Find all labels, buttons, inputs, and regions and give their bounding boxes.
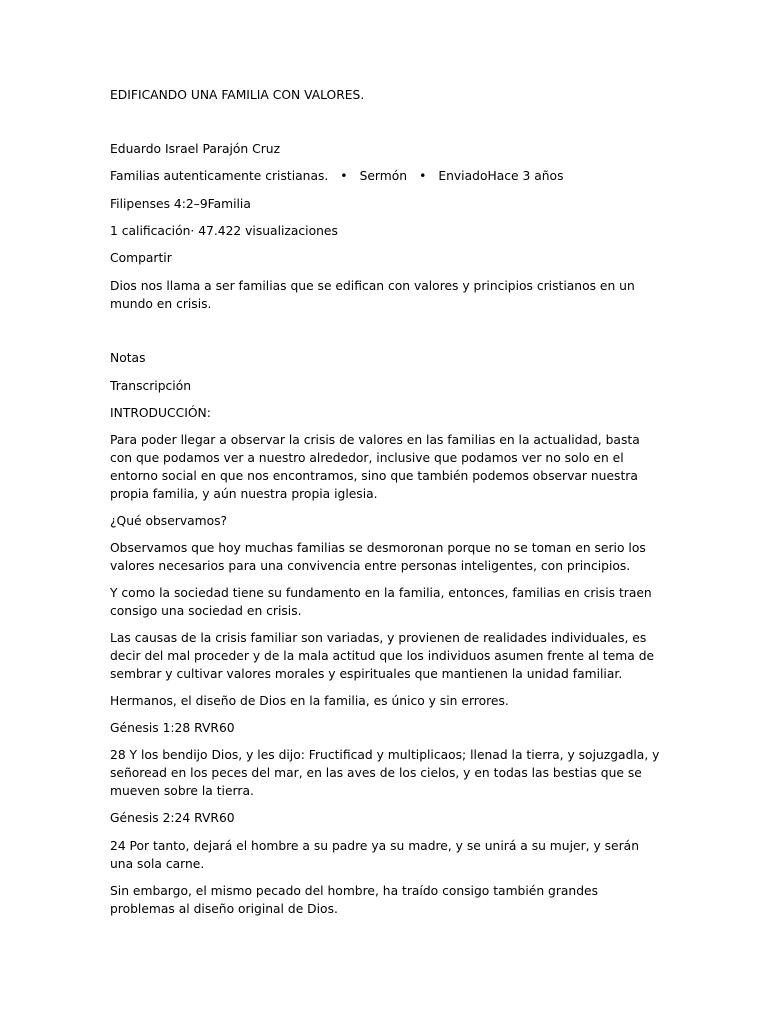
rating-stats: 1 calificación· 47.422 visualizaciones <box>110 224 338 238</box>
tab-notes[interactable]: Notas <box>110 351 146 365</box>
category-label: Familias autenticamente cristianas. <box>110 169 329 183</box>
paragraph: Y como la sociedad tiene su fundamento en la familia, entonces, familias en crisis traen consigo una sociedad en crisis. <box>110 586 652 618</box>
scripture-reference: Filipenses 4:2–9Familia <box>110 197 251 211</box>
author-name: Eduardo Israel Parajón Cruz <box>110 142 281 156</box>
bible-reference: Génesis 1:28 RVR60 <box>110 721 235 735</box>
type-label: Sermón <box>359 169 408 183</box>
bullet-icon: • <box>419 169 427 183</box>
paragraph: Sin embargo, el mismo pecado del hombre, ha traído consigo también grandes problemas al diseño original de Dios. <box>110 884 599 916</box>
paragraph: Observamos que hoy muchas familias se desmoronan porque no se toman en serio los valores necesarios para una convivencia entre personas inteligentes, con principios. <box>110 541 646 573</box>
intro-heading: INTRODUCCIÓN: <box>110 406 211 420</box>
question-heading: ¿Qué observamos? <box>110 514 228 528</box>
bible-reference: Génesis 2:24 RVR60 <box>110 811 235 825</box>
document-title: EDIFICANDO UNA FAMILIA CON VALORES. <box>110 88 365 102</box>
bullet-icon: • <box>340 169 348 183</box>
paragraph: Para poder llegar a observar la crisis de valores en las familias en la actualidad, basta con que podamos ver a nuestro alrededor, inclusive que podamos ver no solo en el entorno social en que nos encontramos, sino que también podemos observar nuestra propia familia, y aún nuestra propia iglesia. <box>110 433 640 501</box>
paragraph: Las causas de la crisis familiar son variadas, y provienen de realidades individuales, es decir del mal proceder y de la mala actitud que los individuos asumen frente al tema de sembrar y cultivar valores morales y espirituales que mantienen la unidad familiar. <box>110 631 655 681</box>
bible-verse: 28 Y los bendijo Dios, y les dijo: Fructificad y multiplicaos; llenad la tierra, y sojuzgadla, y señoread en los peces del mar, en las aves de los cielos, y en todas las bestias que se mueven sobre la tierra. <box>110 748 660 798</box>
sermon-summary: Dios nos llama a ser familias que se edifican con valores y principios cristianos en un mundo en crisis. <box>110 279 635 311</box>
share-link[interactable]: Compartir <box>110 251 172 265</box>
sent-label: EnviadoHace 3 años <box>438 169 564 183</box>
sermon-meta <box>110 167 660 185</box>
paragraph: Hermanos, el diseño de Dios en la familia, es único y sin errores. <box>110 694 509 708</box>
bible-verse: 24 Por tanto, dejará el hombre a su padre ya su madre, y se unirá a su mujer, y serán una sola carne. <box>110 839 639 871</box>
tab-transcription[interactable]: Transcripción <box>110 379 192 393</box>
